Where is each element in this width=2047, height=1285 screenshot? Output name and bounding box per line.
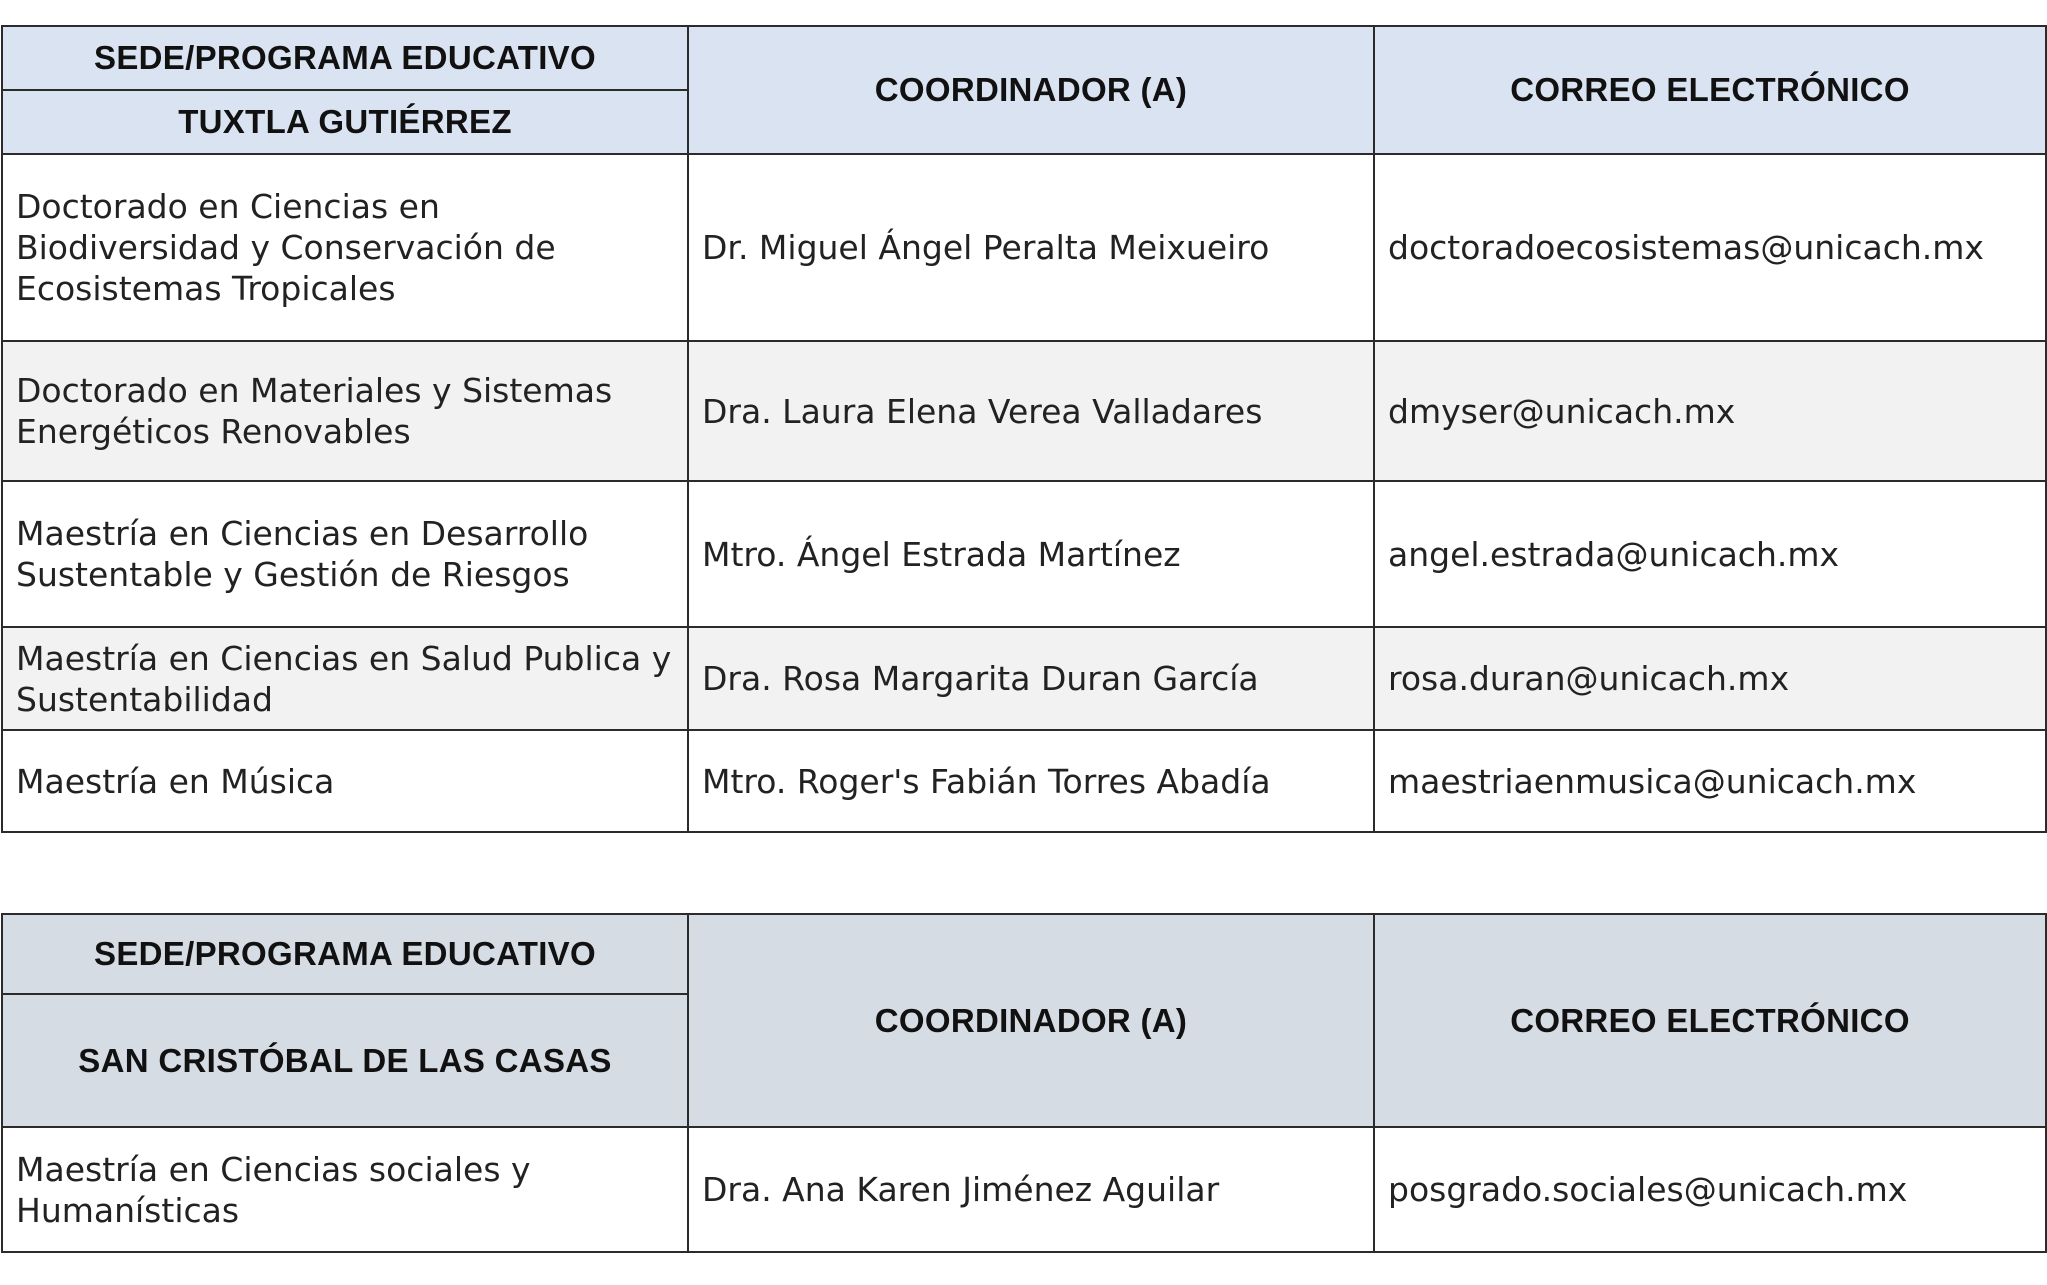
header-sede-name: SAN CRISTÓBAL DE LAS CASAS bbox=[2, 994, 688, 1127]
header-coordinador: COORDINADOR (A) bbox=[688, 914, 1374, 1127]
program-cell: Doctorado en Ciencias en Biodiversidad y Conservación de Ecosistemas Tropicales bbox=[2, 154, 688, 341]
coordinators-table-san-cristobal bbox=[1, 913, 2047, 1253]
header-correo: CORREO ELECTRÓNICO bbox=[1374, 26, 2046, 154]
table-row bbox=[2, 730, 2046, 832]
table-header-row bbox=[2, 26, 2046, 90]
table-row bbox=[2, 1127, 2046, 1252]
program-cell: Maestría en Ciencias en Desarrollo Sustentable y Gestión de Riesgos bbox=[2, 481, 688, 627]
table-row bbox=[2, 341, 2046, 481]
coordinator-cell: Mtro. Ángel Estrada Martínez bbox=[688, 481, 1374, 627]
table-header-row bbox=[2, 914, 2046, 994]
coordinator-cell: Dra. Rosa Margarita Duran García bbox=[688, 627, 1374, 730]
coordinator-cell: Dra. Laura Elena Verea Valladares bbox=[688, 341, 1374, 481]
coordinator-cell: Dr. Miguel Ángel Peralta Meixueiro bbox=[688, 154, 1374, 341]
table-row bbox=[2, 627, 2046, 730]
email-link[interactable]: posgrado.sociales@unicach.mx bbox=[1374, 1127, 2046, 1252]
email-link[interactable]: maestriaenmusica@unicach.mx bbox=[1374, 730, 2046, 832]
coordinators-table-tuxtla bbox=[1, 25, 2047, 833]
header-coordinador: COORDINADOR (A) bbox=[688, 26, 1374, 154]
email-link[interactable]: doctoradoecosistemas@unicach.mx bbox=[1374, 154, 2046, 341]
table-row bbox=[2, 154, 2046, 341]
header-sede-name: TUXTLA GUTIÉRREZ bbox=[2, 90, 688, 154]
table-row bbox=[2, 481, 2046, 627]
program-cell: Maestría en Ciencias en Salud Publica y Sustentabilidad bbox=[2, 627, 688, 730]
program-cell: Doctorado en Materiales y Sistemas Energéticos Renovables bbox=[2, 341, 688, 481]
header-sede-programa: SEDE/PROGRAMA EDUCATIVO bbox=[2, 914, 688, 994]
header-correo: CORREO ELECTRÓNICO bbox=[1374, 914, 2046, 1127]
program-cell: Maestría en Ciencias sociales y Humanísticas bbox=[2, 1127, 688, 1252]
email-link[interactable]: angel.estrada@unicach.mx bbox=[1374, 481, 2046, 627]
header-sede-programa: SEDE/PROGRAMA EDUCATIVO bbox=[2, 26, 688, 90]
email-link[interactable]: dmyser@unicach.mx bbox=[1374, 341, 2046, 481]
coordinator-cell: Mtro. Roger's Fabián Torres Abadía bbox=[688, 730, 1374, 832]
coordinator-cell: Dra. Ana Karen Jiménez Aguilar bbox=[688, 1127, 1374, 1252]
email-link[interactable]: rosa.duran@unicach.mx bbox=[1374, 627, 2046, 730]
program-cell: Maestría en Música bbox=[2, 730, 688, 832]
